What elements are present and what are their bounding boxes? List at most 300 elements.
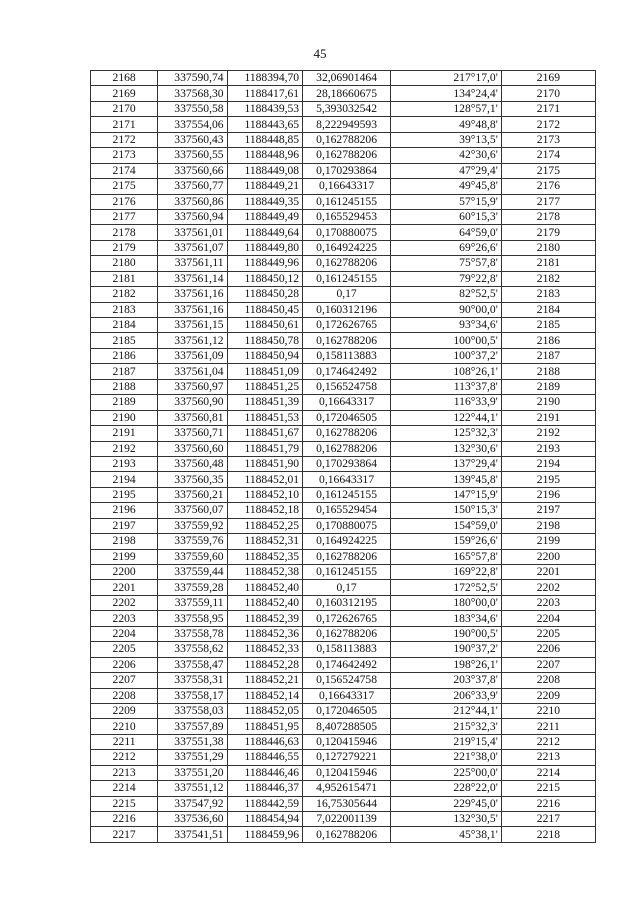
x-coordinate-cell: 337560,60: [158, 441, 227, 456]
point-number-cell: 2216: [91, 812, 158, 827]
point-number-cell: 2168: [91, 71, 158, 86]
next-point-number-cell: 2180: [501, 240, 595, 255]
distance-cell: 0,17: [303, 580, 391, 595]
distance-cell: 0,165529453: [303, 209, 391, 224]
y-coordinate-cell: 1188452,39: [227, 611, 303, 626]
table-row: [91, 333, 596, 348]
next-point-number-cell: 2206: [501, 642, 595, 657]
table-row: [91, 441, 596, 456]
table-row: [91, 410, 596, 425]
y-coordinate-cell: 1188449,35: [227, 194, 303, 209]
direction-angle-cell: 49°48,8': [391, 117, 502, 132]
y-coordinate-cell: 1188449,64: [227, 225, 303, 240]
next-point-number-cell: 2178: [501, 209, 595, 224]
table-row: [91, 565, 596, 580]
next-point-number-cell: 2176: [501, 179, 595, 194]
x-coordinate-cell: 337561,15: [158, 318, 227, 333]
distance-cell: 0,160312195: [303, 595, 391, 610]
point-number-cell: 2215: [91, 796, 158, 811]
direction-angle-cell: 64°59,0': [391, 225, 502, 240]
distance-cell: 0,174642492: [303, 364, 391, 379]
direction-angle-cell: 93°34,6': [391, 318, 502, 333]
y-coordinate-cell: 1188451,95: [227, 719, 303, 734]
direction-angle-cell: 180°00,0': [391, 595, 502, 610]
y-coordinate-cell: 1188459,96: [227, 827, 303, 842]
direction-angle-cell: 60°15,3': [391, 209, 502, 224]
distance-cell: 0,158113883: [303, 642, 391, 657]
y-coordinate-cell: 1188451,53: [227, 410, 303, 425]
direction-angle-cell: 49°45,8': [391, 179, 502, 194]
x-coordinate-cell: 337590,74: [158, 71, 227, 86]
y-coordinate-cell: 1188452,05: [227, 703, 303, 718]
table-row: [91, 379, 596, 394]
point-number-cell: 2187: [91, 364, 158, 379]
y-coordinate-cell: 1188452,40: [227, 580, 303, 595]
y-coordinate-cell: 1188449,96: [227, 256, 303, 271]
point-number-cell: 2184: [91, 318, 158, 333]
distance-cell: 0,172046505: [303, 410, 391, 425]
table-row: [91, 132, 596, 147]
point-number-cell: 2207: [91, 673, 158, 688]
direction-angle-cell: 82°52,5': [391, 287, 502, 302]
table-row: [91, 503, 596, 518]
table-row: [91, 194, 596, 209]
next-point-number-cell: 2170: [501, 86, 595, 101]
table-row: [91, 765, 596, 780]
table-row: [91, 395, 596, 410]
table-row: [91, 348, 596, 363]
x-coordinate-cell: 337561,09: [158, 348, 227, 363]
table-row: [91, 703, 596, 718]
distance-cell: 0,174642492: [303, 657, 391, 672]
coordinates-table: [90, 70, 596, 843]
next-point-number-cell: 2184: [501, 302, 595, 317]
table-row: [91, 163, 596, 178]
direction-angle-cell: 75°57,8': [391, 256, 502, 271]
next-point-number-cell: 2177: [501, 194, 595, 209]
y-coordinate-cell: 1188449,21: [227, 179, 303, 194]
point-number-cell: 2198: [91, 534, 158, 549]
next-point-number-cell: 2202: [501, 580, 595, 595]
y-coordinate-cell: 1188452,01: [227, 472, 303, 487]
point-number-cell: 2212: [91, 750, 158, 765]
distance-cell: 0,16643317: [303, 179, 391, 194]
table-row: [91, 209, 596, 224]
next-point-number-cell: 2185: [501, 318, 595, 333]
next-point-number-cell: 2199: [501, 534, 595, 549]
point-number-cell: 2199: [91, 549, 158, 564]
table-row: [91, 518, 596, 533]
direction-angle-cell: 45°38,1': [391, 827, 502, 842]
point-number-cell: 2173: [91, 148, 158, 163]
next-point-number-cell: 2203: [501, 595, 595, 610]
point-number-cell: 2192: [91, 441, 158, 456]
direction-angle-cell: 57°15,9': [391, 194, 502, 209]
point-number-cell: 2202: [91, 595, 158, 610]
y-coordinate-cell: 1188443,65: [227, 117, 303, 132]
direction-angle-cell: 100°37,2': [391, 348, 502, 363]
next-point-number-cell: 2216: [501, 796, 595, 811]
y-coordinate-cell: 1188452,10: [227, 487, 303, 502]
direction-angle-cell: 150°15,3': [391, 503, 502, 518]
point-number-cell: 2175: [91, 179, 158, 194]
x-coordinate-cell: 337560,90: [158, 395, 227, 410]
y-coordinate-cell: 1188451,09: [227, 364, 303, 379]
x-coordinate-cell: 337568,30: [158, 86, 227, 101]
y-coordinate-cell: 1188452,31: [227, 534, 303, 549]
page-number: 45: [313, 46, 327, 61]
next-point-number-cell: 2218: [501, 827, 595, 842]
point-number-cell: 2197: [91, 518, 158, 533]
next-point-number-cell: 2169: [501, 71, 595, 86]
table-row: [91, 534, 596, 549]
x-coordinate-cell: 337560,94: [158, 209, 227, 224]
distance-cell: 0,161245155: [303, 565, 391, 580]
distance-cell: 0,156524758: [303, 673, 391, 688]
distance-cell: 32,06901464: [303, 71, 391, 86]
x-coordinate-cell: 337547,92: [158, 796, 227, 811]
y-coordinate-cell: 1188452,40: [227, 595, 303, 610]
direction-angle-cell: 219°15,4': [391, 734, 502, 749]
x-coordinate-cell: 337550,58: [158, 101, 227, 116]
x-coordinate-cell: 337551,12: [158, 781, 227, 796]
y-coordinate-cell: 1188452,18: [227, 503, 303, 518]
x-coordinate-cell: 337559,92: [158, 518, 227, 533]
direction-angle-cell: 169°22,8': [391, 565, 502, 580]
next-point-number-cell: 2187: [501, 348, 595, 363]
table-row: [91, 673, 596, 688]
table-row: [91, 148, 596, 163]
x-coordinate-cell: 337560,35: [158, 472, 227, 487]
table-row: [91, 472, 596, 487]
point-number-cell: 2190: [91, 410, 158, 425]
point-number-cell: 2193: [91, 456, 158, 471]
distance-cell: 28,18660675: [303, 86, 391, 101]
table-row: [91, 487, 596, 502]
x-coordinate-cell: 337557,89: [158, 719, 227, 734]
direction-angle-cell: 113°37,8': [391, 379, 502, 394]
next-point-number-cell: 2205: [501, 626, 595, 641]
direction-angle-cell: 122°44,1': [391, 410, 502, 425]
next-point-number-cell: 2215: [501, 781, 595, 796]
x-coordinate-cell: 337560,48: [158, 456, 227, 471]
distance-cell: 0,162788206: [303, 827, 391, 842]
table-row: [91, 549, 596, 564]
x-coordinate-cell: 337551,20: [158, 765, 227, 780]
next-point-number-cell: 2193: [501, 441, 595, 456]
direction-angle-cell: 90°00,0': [391, 302, 502, 317]
direction-angle-cell: 225°00,0': [391, 765, 502, 780]
y-coordinate-cell: 1188452,38: [227, 565, 303, 580]
x-coordinate-cell: 337561,01: [158, 225, 227, 240]
table-row: [91, 71, 596, 86]
next-point-number-cell: 2192: [501, 426, 595, 441]
direction-angle-cell: 203°37,8': [391, 673, 502, 688]
x-coordinate-cell: 337559,60: [158, 549, 227, 564]
direction-angle-cell: 206°33,9': [391, 688, 502, 703]
table-row: [91, 456, 596, 471]
next-point-number-cell: 2194: [501, 456, 595, 471]
table-row: [91, 734, 596, 749]
next-point-number-cell: 2200: [501, 549, 595, 564]
next-point-number-cell: 2211: [501, 719, 595, 734]
y-coordinate-cell: 1188446,37: [227, 781, 303, 796]
point-number-cell: 2185: [91, 333, 158, 348]
point-number-cell: 2170: [91, 101, 158, 116]
distance-cell: 8,222949593: [303, 117, 391, 132]
distance-cell: 8,407288505: [303, 719, 391, 734]
distance-cell: 7,022001139: [303, 812, 391, 827]
table-row: [91, 750, 596, 765]
next-point-number-cell: 2213: [501, 750, 595, 765]
point-number-cell: 2206: [91, 657, 158, 672]
point-number-cell: 2211: [91, 734, 158, 749]
table-row: [91, 271, 596, 286]
x-coordinate-cell: 337561,16: [158, 287, 227, 302]
point-number-cell: 2181: [91, 271, 158, 286]
direction-angle-cell: 128°57,1': [391, 101, 502, 116]
distance-cell: 16,75305644: [303, 796, 391, 811]
direction-angle-cell: 132°30,6': [391, 441, 502, 456]
point-number-cell: 2188: [91, 379, 158, 394]
distance-cell: 0,162788206: [303, 426, 391, 441]
x-coordinate-cell: 337551,38: [158, 734, 227, 749]
direction-angle-cell: 125°32,3': [391, 426, 502, 441]
x-coordinate-cell: 337558,17: [158, 688, 227, 703]
y-coordinate-cell: 1188448,85: [227, 132, 303, 147]
x-coordinate-cell: 337560,71: [158, 426, 227, 441]
y-coordinate-cell: 1188452,35: [227, 549, 303, 564]
x-coordinate-cell: 337561,11: [158, 256, 227, 271]
next-point-number-cell: 2204: [501, 611, 595, 626]
distance-cell: 0,161245155: [303, 271, 391, 286]
next-point-number-cell: 2182: [501, 271, 595, 286]
direction-angle-cell: 190°00,5': [391, 626, 502, 641]
table-row: [91, 595, 596, 610]
point-number-cell: 2169: [91, 86, 158, 101]
distance-cell: 0,162788206: [303, 256, 391, 271]
table-row: [91, 426, 596, 441]
y-coordinate-cell: 1188452,28: [227, 657, 303, 672]
direction-angle-cell: 134°24,4': [391, 86, 502, 101]
table-row: [91, 796, 596, 811]
direction-angle-cell: 139°45,8': [391, 472, 502, 487]
distance-cell: 0,127279221: [303, 750, 391, 765]
direction-angle-cell: 228°22,0': [391, 781, 502, 796]
table-row: [91, 302, 596, 317]
table-row: [91, 101, 596, 116]
x-coordinate-cell: 337558,78: [158, 626, 227, 641]
distance-cell: 0,16643317: [303, 395, 391, 410]
y-coordinate-cell: 1188452,25: [227, 518, 303, 533]
direction-angle-cell: 217°17,0': [391, 71, 502, 86]
next-point-number-cell: 2214: [501, 765, 595, 780]
point-number-cell: 2200: [91, 565, 158, 580]
x-coordinate-cell: 337559,28: [158, 580, 227, 595]
distance-cell: 0,170880075: [303, 225, 391, 240]
x-coordinate-cell: 337560,81: [158, 410, 227, 425]
x-coordinate-cell: 337558,47: [158, 657, 227, 672]
distance-cell: 0,170293864: [303, 456, 391, 471]
point-number-cell: 2186: [91, 348, 158, 363]
direction-angle-cell: 108°26,1': [391, 364, 502, 379]
x-coordinate-cell: 337559,11: [158, 595, 227, 610]
direction-angle-cell: 132°30,5': [391, 812, 502, 827]
distance-cell: 0,170880075: [303, 518, 391, 533]
y-coordinate-cell: 1188451,79: [227, 441, 303, 456]
y-coordinate-cell: 1188451,39: [227, 395, 303, 410]
y-coordinate-cell: 1188450,45: [227, 302, 303, 317]
next-point-number-cell: 2171: [501, 101, 595, 116]
next-point-number-cell: 2189: [501, 379, 595, 394]
point-number-cell: 2205: [91, 642, 158, 657]
distance-cell: 0,160312196: [303, 302, 391, 317]
table-row: [91, 225, 596, 240]
y-coordinate-cell: 1188452,14: [227, 688, 303, 703]
table-row: [91, 657, 596, 672]
next-point-number-cell: 2186: [501, 333, 595, 348]
y-coordinate-cell: 1188452,33: [227, 642, 303, 657]
x-coordinate-cell: 337536,60: [158, 812, 227, 827]
distance-cell: 0,17: [303, 287, 391, 302]
direction-angle-cell: 39°13,5': [391, 132, 502, 147]
y-coordinate-cell: 1188450,61: [227, 318, 303, 333]
distance-cell: 0,162788206: [303, 148, 391, 163]
distance-cell: 0,164924225: [303, 534, 391, 549]
next-point-number-cell: 2179: [501, 225, 595, 240]
point-number-cell: 2174: [91, 163, 158, 178]
y-coordinate-cell: 1188448,96: [227, 148, 303, 163]
point-number-cell: 2182: [91, 287, 158, 302]
x-coordinate-cell: 337558,62: [158, 642, 227, 657]
table-row: [91, 179, 596, 194]
x-coordinate-cell: 337560,07: [158, 503, 227, 518]
distance-cell: 0,120415946: [303, 734, 391, 749]
distance-cell: 0,162788206: [303, 626, 391, 641]
y-coordinate-cell: 1188451,25: [227, 379, 303, 394]
table-row: [91, 256, 596, 271]
table-row: [91, 812, 596, 827]
table-row: [91, 364, 596, 379]
direction-angle-cell: 190°37,2': [391, 642, 502, 657]
next-point-number-cell: 2188: [501, 364, 595, 379]
y-coordinate-cell: 1188452,21: [227, 673, 303, 688]
x-coordinate-cell: 337560,43: [158, 132, 227, 147]
point-number-cell: 2217: [91, 827, 158, 842]
direction-angle-cell: 79°22,8': [391, 271, 502, 286]
x-coordinate-cell: 337558,95: [158, 611, 227, 626]
direction-angle-cell: 159°26,6': [391, 534, 502, 549]
table-row: [91, 318, 596, 333]
distance-cell: 0,172626765: [303, 318, 391, 333]
x-coordinate-cell: 337560,55: [158, 148, 227, 163]
y-coordinate-cell: 1188454,94: [227, 812, 303, 827]
table-row: [91, 781, 596, 796]
point-number-cell: 2172: [91, 132, 158, 147]
x-coordinate-cell: 337561,14: [158, 271, 227, 286]
y-coordinate-cell: 1188449,08: [227, 163, 303, 178]
y-coordinate-cell: 1188452,36: [227, 626, 303, 641]
next-point-number-cell: 2201: [501, 565, 595, 580]
next-point-number-cell: 2197: [501, 503, 595, 518]
next-point-number-cell: 2195: [501, 472, 595, 487]
point-number-cell: 2203: [91, 611, 158, 626]
distance-cell: 0,161245155: [303, 487, 391, 502]
direction-angle-cell: 42°30,6': [391, 148, 502, 163]
distance-cell: 0,162788206: [303, 132, 391, 147]
table-row: [91, 827, 596, 842]
table-row: [91, 240, 596, 255]
x-coordinate-cell: 337561,07: [158, 240, 227, 255]
direction-angle-cell: 172°52,5': [391, 580, 502, 595]
point-number-cell: 2196: [91, 503, 158, 518]
next-point-number-cell: 2174: [501, 148, 595, 163]
distance-cell: 0,120415946: [303, 765, 391, 780]
x-coordinate-cell: 337559,44: [158, 565, 227, 580]
direction-angle-cell: 137°29,4': [391, 456, 502, 471]
point-number-cell: 2191: [91, 426, 158, 441]
table-row: [91, 580, 596, 595]
point-number-cell: 2178: [91, 225, 158, 240]
distance-cell: 0,156524758: [303, 379, 391, 394]
next-point-number-cell: 2212: [501, 734, 595, 749]
distance-cell: 0,164924225: [303, 240, 391, 255]
table-row: [91, 86, 596, 101]
distance-cell: 0,162788206: [303, 441, 391, 456]
direction-angle-cell: 215°32,3': [391, 719, 502, 734]
x-coordinate-cell: 337558,03: [158, 703, 227, 718]
x-coordinate-cell: 337559,76: [158, 534, 227, 549]
distance-cell: 0,172046505: [303, 703, 391, 718]
y-coordinate-cell: 1188450,78: [227, 333, 303, 348]
direction-angle-cell: 154°59,0': [391, 518, 502, 533]
point-number-cell: 2176: [91, 194, 158, 209]
direction-angle-cell: 165°57,8': [391, 549, 502, 564]
y-coordinate-cell: 1188417,61: [227, 86, 303, 101]
distance-cell: 0,170293864: [303, 163, 391, 178]
next-point-number-cell: 2217: [501, 812, 595, 827]
direction-angle-cell: 229°45,0': [391, 796, 502, 811]
y-coordinate-cell: 1188446,46: [227, 765, 303, 780]
table-row: [91, 642, 596, 657]
distance-cell: 0,162788206: [303, 549, 391, 564]
y-coordinate-cell: 1188446,55: [227, 750, 303, 765]
x-coordinate-cell: 337560,77: [158, 179, 227, 194]
distance-cell: 0,165529454: [303, 503, 391, 518]
table-row: [91, 719, 596, 734]
distance-cell: 0,16643317: [303, 472, 391, 487]
next-point-number-cell: 2196: [501, 487, 595, 502]
distance-cell: 0,161245155: [303, 194, 391, 209]
table-row: [91, 688, 596, 703]
x-coordinate-cell: 337554,06: [158, 117, 227, 132]
x-coordinate-cell: 337560,66: [158, 163, 227, 178]
next-point-number-cell: 2181: [501, 256, 595, 271]
y-coordinate-cell: 1188450,12: [227, 271, 303, 286]
y-coordinate-cell: 1188451,90: [227, 456, 303, 471]
y-coordinate-cell: 1188446,63: [227, 734, 303, 749]
table-row: [91, 611, 596, 626]
point-number-cell: 2189: [91, 395, 158, 410]
direction-angle-cell: 69°26,6': [391, 240, 502, 255]
coordinates-table-body: [91, 71, 596, 843]
x-coordinate-cell: 337561,16: [158, 302, 227, 317]
direction-angle-cell: 47°29,4': [391, 163, 502, 178]
point-number-cell: 2195: [91, 487, 158, 502]
x-coordinate-cell: 337560,86: [158, 194, 227, 209]
point-number-cell: 2171: [91, 117, 158, 132]
x-coordinate-cell: 337551,29: [158, 750, 227, 765]
